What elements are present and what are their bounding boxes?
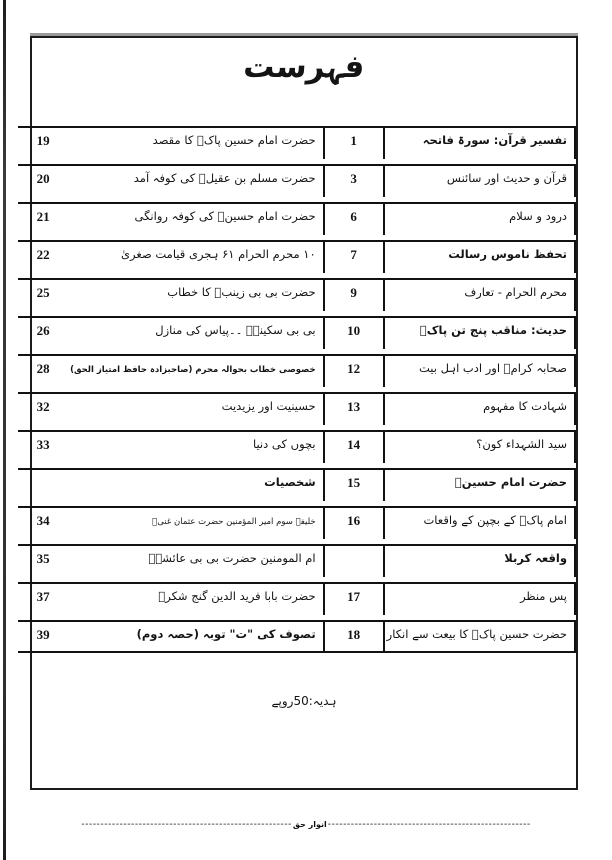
toc-row — [18, 506, 323, 539]
toc-row — [323, 620, 576, 653]
toc-entry-title: درود و سلام — [509, 209, 567, 223]
toc-entry-page-number: 16 — [323, 508, 385, 539]
toc-entry-page-number: 1 — [323, 128, 385, 159]
toc-row — [323, 468, 576, 501]
toc-column-second — [18, 126, 323, 658]
toc-entry-title: امام پاکؓ کے بچپن کے واقعات — [423, 513, 567, 527]
toc-row — [18, 354, 323, 387]
toc-row — [323, 354, 576, 387]
toc-entry-title: حضرت امام حسین پاکؓ کا مقصد — [152, 133, 316, 147]
toc-row — [18, 544, 323, 577]
toc-column-first — [323, 126, 576, 658]
toc-entry-page-number: 17 — [323, 584, 385, 615]
toc-entry-title: تحفظ ناموس رسالت — [448, 247, 567, 261]
toc-row — [18, 620, 323, 653]
toc-entry-title: بی بی سکینہؓ ۔۔پیاس کی منازل — [155, 323, 316, 337]
toc-row — [323, 278, 576, 311]
toc-entry-page-number: 12 — [323, 356, 385, 387]
toc-row — [323, 202, 576, 235]
toc-entry-title: شہادت کا مفہوم — [483, 399, 567, 413]
toc-entry-title: ۱۰ محرم الحرام ۶۱ ہجری قیامت صغریٰ — [121, 247, 316, 261]
toc-row — [323, 392, 576, 425]
toc-entry-title: خلیفہ سوم امیر المؤمنین حضرت عثمان غنیؓ — [152, 517, 316, 527]
toc-row — [18, 164, 323, 197]
toc-entry-title: حضرت مسلم بن عقیلؓ کی کوفہ آمد — [133, 171, 316, 185]
page-footer — [0, 819, 612, 832]
footer-dash-line-left: ------------------------------------------------------- — [81, 819, 292, 830]
toc-entry-page-number: 20 — [36, 171, 50, 186]
footer-dash-line-right: ----------------------------------------------------- — [327, 819, 531, 830]
toc-row — [18, 126, 323, 159]
toc-entry-title: واقعہ کربلا — [504, 551, 567, 565]
toc-row — [323, 164, 576, 197]
toc-row — [323, 506, 576, 539]
toc-entry-page-number: 33 — [36, 437, 50, 452]
toc-entry-page-number: 15 — [323, 470, 385, 501]
toc-row — [18, 240, 323, 273]
page-title: فہرست — [242, 49, 366, 85]
toc-row — [18, 430, 323, 463]
toc-row — [323, 240, 576, 273]
toc-row — [323, 582, 576, 615]
toc-entry-page-number: 39 — [36, 627, 50, 642]
toc-entry-page-number — [18, 470, 68, 501]
toc-entry-title: محرم الحرام - تعارف — [464, 285, 567, 299]
toc-row — [18, 392, 323, 425]
toc-row — [18, 278, 323, 311]
toc-entry-title: حضرت بابا فرید الدین گنج شکرؒ — [158, 589, 316, 603]
footer-emblem: انوار حق — [292, 820, 327, 829]
toc-entry-title: تصوف کی "ت" توبہ (حصہ دوم) — [136, 627, 316, 641]
toc-entry-page-number: 10 — [323, 318, 385, 349]
toc-entry-page-number: 32 — [36, 399, 50, 414]
toc-entry-page-number: 3 — [323, 166, 385, 197]
toc-entry-title: حضرت امام حسینؓ — [454, 475, 567, 489]
toc-row — [323, 430, 576, 463]
toc-entry-title: حسینیت اور یزیدیت — [221, 399, 316, 413]
toc-entry-title: پس منظر — [520, 589, 567, 603]
toc-table — [36, 126, 576, 658]
toc-entry-title: سید الشہداء کون؟ — [476, 437, 567, 451]
toc-entry-page-number: 28 — [36, 361, 50, 376]
toc-entry-title: تفسیر قرآن: سورۃ فاتحہ — [422, 133, 567, 147]
toc-entry-page-number: 25 — [36, 285, 50, 300]
toc-entry-page-number: 13 — [323, 394, 385, 425]
toc-entry-title: حضرت امام حسینؓ کی کوفہ روانگی — [134, 209, 316, 223]
toc-entry-title: صحابہ کرامؓ اور ادب اہل بیت — [419, 361, 567, 375]
price-note: ہدیہ:50روپے — [271, 694, 337, 708]
toc-entry-title: ام المومنین حضرت بی بی عائشہؓ — [148, 551, 316, 565]
toc-row — [323, 126, 576, 159]
toc-row — [18, 202, 323, 235]
toc-row — [18, 582, 323, 615]
toc-entry-page-number: 26 — [36, 323, 50, 338]
scan-edge-line — [3, 0, 6, 860]
toc-entry-title: حضرت بی بی زینبؓ کا خطاب — [167, 285, 316, 299]
toc-entry-page-number: 34 — [36, 513, 50, 528]
toc-entry-page-number: 14 — [323, 432, 385, 463]
page-border-frame — [30, 36, 578, 790]
toc-entry-page-number: 7 — [323, 242, 385, 273]
toc-entry-page-number: 9 — [323, 280, 385, 311]
toc-entry-page-number — [323, 546, 385, 577]
toc-entry-page-number: 35 — [36, 551, 50, 566]
toc-entry-title: بچوں کی دنیا — [252, 437, 316, 451]
toc-row — [323, 544, 576, 577]
toc-row — [18, 316, 323, 349]
toc-entry-page-number: 22 — [36, 247, 50, 262]
toc-row — [323, 316, 576, 349]
toc-entry-page-number: 19 — [36, 133, 50, 148]
toc-entry-title: قرآن و حدیث اور سائنس — [446, 171, 567, 185]
toc-entry-page-number: 6 — [323, 204, 385, 235]
toc-entry-page-number: 37 — [36, 589, 50, 604]
toc-entry-title: خصوصی خطاب بحوالہ محرم (صاحبزادہ حافظ امتیاز الحق) — [70, 365, 316, 375]
toc-row — [18, 468, 323, 501]
toc-entry-title: حدیث: مناقب پنج تن پاکؑ — [419, 323, 567, 337]
toc-entry-page-number: 18 — [323, 622, 385, 651]
toc-entry-page-number: 21 — [36, 209, 50, 224]
toc-entry-title: حضرت حسین پاکؓ کا بیعت سے انکار — [386, 627, 567, 641]
toc-entry-title: شخصیات — [264, 475, 316, 489]
